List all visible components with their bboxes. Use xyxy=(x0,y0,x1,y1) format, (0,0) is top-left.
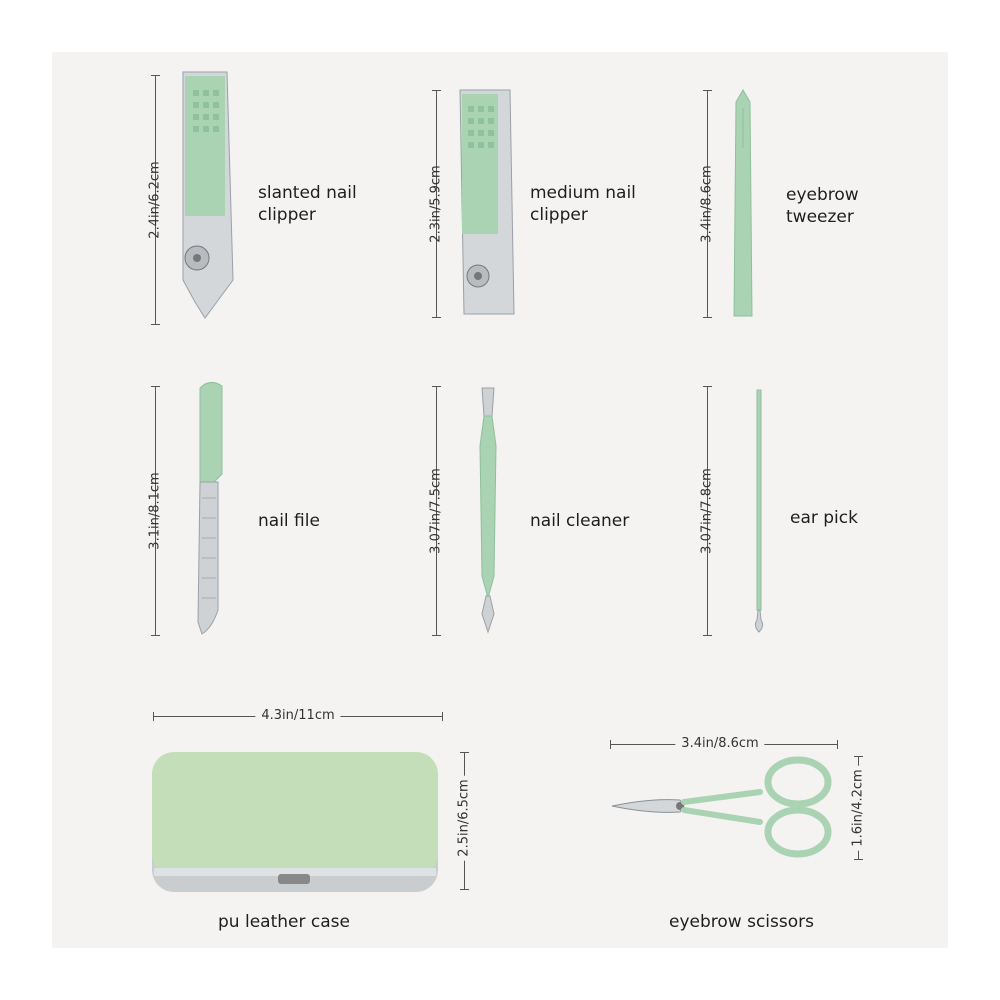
slanted-nail-clipper-image xyxy=(175,70,245,325)
dimension-label: 1.6in/4.2cm xyxy=(851,765,866,850)
eyebrow-tweezer-label: eyebrow tweezer xyxy=(786,185,859,227)
eyebrow-scissors-image xyxy=(610,756,840,860)
dimension-label: 2.3in/5.9cm xyxy=(428,165,444,243)
dimension-label: 3.4in/8.6cm xyxy=(675,736,764,751)
medium-nail-clipper-image xyxy=(458,88,518,318)
nail-cleaner-label: nail cleaner xyxy=(530,511,630,531)
medium-nail-clipper-label: medium nail clipper xyxy=(530,183,636,225)
ear-pick-image xyxy=(748,388,770,634)
pu-leather-case-image xyxy=(150,750,440,894)
slanted-nail-clipper-label: slanted nail clipper xyxy=(258,183,357,225)
dimension-label: 2.5in/6.5cm xyxy=(457,775,472,860)
nail-cleaner-image xyxy=(474,386,502,634)
dimension-label: 3.4in/8.6cm xyxy=(699,165,715,243)
eyebrow-scissors-label: eyebrow scissors xyxy=(669,912,814,932)
eyebrow-tweezer-image xyxy=(728,88,758,320)
dimension-label: 3.1in/8.1cm xyxy=(147,472,163,550)
dimension-label: 3.07in/7.8cm xyxy=(699,468,715,554)
ear-pick-label: ear pick xyxy=(790,508,858,528)
nail-file-label: nail file xyxy=(258,511,320,531)
dimension-label: 4.3in/11cm xyxy=(255,708,340,723)
pu-leather-case-label: pu leather case xyxy=(218,912,350,932)
nail-file-image xyxy=(192,378,232,636)
dimension-label: 2.4in/6.2cm xyxy=(147,161,163,239)
dimension-label: 3.07in/7.5cm xyxy=(428,468,444,554)
